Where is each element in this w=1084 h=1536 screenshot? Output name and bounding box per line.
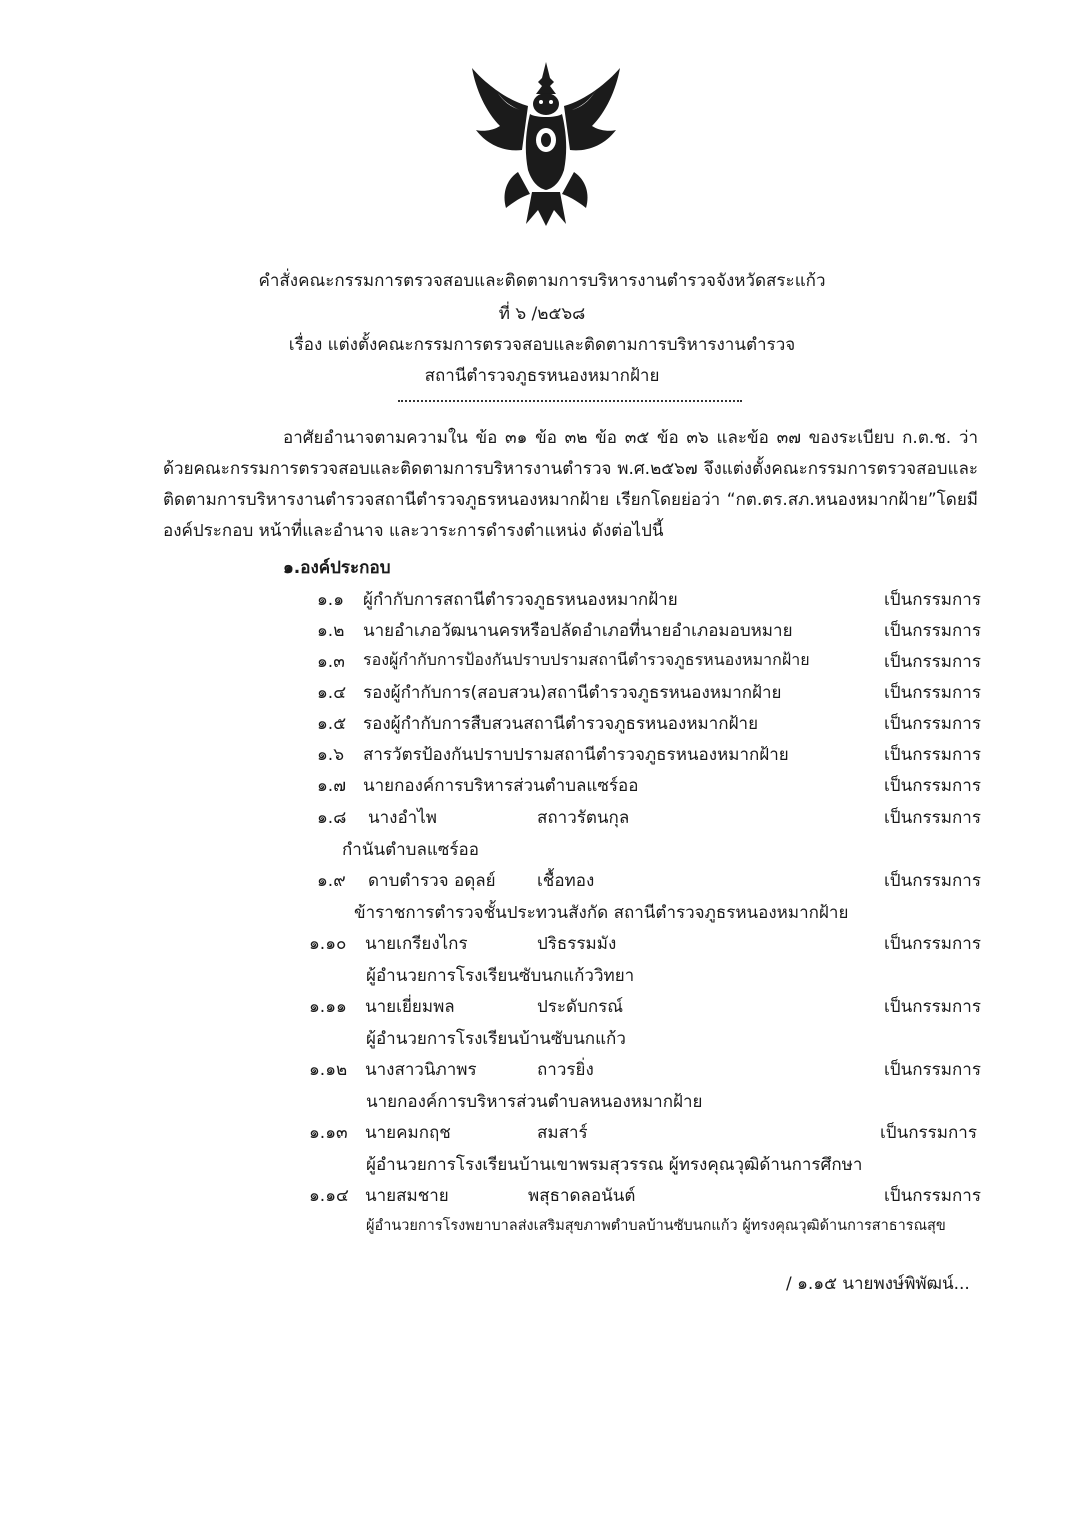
member-number: ๑.๑ [317,590,344,610]
member-position: ผู้อำนวยการโรงเรียนบ้านเขาพรมสุวรรณ ผู้ทรงคุณวุฒิด้านการศึกษา [366,1155,863,1175]
member-number: ๑.๓ [317,652,345,672]
member-role: เป็นกรรมการ [884,683,981,703]
subject-line-2: สถานีตำรวจภูธรหนองหมากฝ้าย [424,366,660,386]
member-role: เป็นกรรมการ [880,1123,977,1143]
member-position: ผู้อำนวยการโรงพยาบาลส่งเสริมสุขภาพตำบลบ้านซับนกแก้ว ผู้ทรงคุณวุฒิด้านการสาธารณสุข [366,1218,946,1234]
member-row [0,1182,1084,1208]
member-number: ๑.๒ [317,621,345,641]
member-name: นายเยี่ยมพล [365,997,455,1017]
member-number: ๑.๗ [317,776,346,796]
member-name: นางอำไพ [368,808,437,828]
member-name: นายกองค์การบริหารส่วนตำบลแซร์ออ [363,776,639,796]
member-name: นายสมชาย [365,1186,449,1206]
member-row [0,772,1084,798]
subject-line-1: เรื่อง แต่งตั้งคณะกรรมการตรวจสอบและติดตามการบริหารงานตำรวจ [288,335,796,355]
member-name: รองผู้กำกับการ(สอบสวน)สถานีตำรวจภูธรหนองหมากฝ้าย [363,683,782,703]
intro-line-4: องค์ประกอบ หน้าที่และอำนาจ และวาระการดำรงตำแหน่ง ดังต่อไปนี้ [163,521,664,541]
member-role: เป็นกรรมการ [884,934,981,954]
member-number: ๑.๔ [317,683,347,703]
member-surname: เชื้อทอง [537,871,595,891]
member-number: ๑.๑๓ [309,1123,348,1143]
member-role: เป็นกรรมการ [884,652,981,672]
member-number: ๑.๙ [317,871,346,891]
intro-line-3: ติดตามการบริหารงานตำรวจสถานีตำรวจภูธรหนองหมากฝ้าย เรียกโดยย่อว่า “กต.ตร.สภ.หนองหมากฝ้าย”โดยมี [163,490,978,510]
member-number: ๑.๖ [317,745,344,765]
member-name: นายเกรียงไกร [365,934,468,954]
member-row [0,741,1084,767]
member-role: เป็นกรรมการ [884,590,981,610]
member-number: ๑.๑๑ [309,997,347,1017]
intro-line-1: อาศัยอำนาจตามความใน ข้อ ๓๑ ข้อ ๓๒ ข้อ ๓๕ ข้อ ๓๖ และข้อ ๓๗ ของระเบียบ ก.ต.ช. ว่า [283,428,978,448]
member-position: ข้าราชการตำรวจชั้นประทวนสังกัด สถานีตำรวจภูธรหนองหมากฝ้าย [354,903,849,923]
member-role: เป็นกรรมการ [884,808,981,828]
order-number: ที่ ๖ /๒๕๖๘ [498,304,586,324]
member-row [0,930,1084,956]
member-row [0,804,1084,830]
member-position: ผู้อำนวยการโรงเรียนซับนกแก้ววิทยา [366,966,635,986]
separator-dots [398,400,742,402]
member-row [0,1056,1084,1082]
member-role: เป็นกรรมการ [884,714,981,734]
member-name: ผู้กำกับการสถานีตำรวจภูธรหนองหมากฝ้าย [363,590,678,610]
member-role: เป็นกรรมการ [884,871,981,891]
section-heading: ๑.องค์ประกอบ [283,558,391,578]
garuda-emblem-icon [466,60,626,230]
member-row [0,648,1084,674]
member-row [0,993,1084,1019]
member-row [0,1119,1084,1145]
member-name: นางสาวนิภาพร [365,1060,477,1080]
intro-line-2: ด้วยคณะกรรมการตรวจสอบและติดตามการบริหารงานตำรวจ พ.ศ.๒๕๖๗ จึงแต่งตั้งคณะกรรมการตรวจสอบและ [163,459,978,479]
member-row [0,867,1084,893]
member-name: ดาบตำรวจ อดุลย์ [368,871,496,891]
member-row [0,679,1084,705]
member-surname: สถาวรัตนกุล [537,808,630,828]
member-row [0,710,1084,736]
member-surname: พสุธาดลอนันต์ [528,1186,636,1206]
member-row [0,617,1084,643]
member-surname: ปริธรรมมัง [537,934,617,954]
continuation-note: / ๑.๑๕ นายพงษ์พิพัฒน์... [786,1274,970,1294]
order-title: คำสั่งคณะกรรมการตรวจสอบและติดตามการบริหารงานตำรวจจังหวัดสระแก้ว [258,271,826,291]
member-number: ๑.๑๒ [309,1060,348,1080]
member-position: ผู้อำนวยการโรงเรียนบ้านซับนกแก้ว [366,1029,626,1049]
member-surname: ประดับกรณ์ [537,997,624,1017]
member-name: สารวัตรป้องกันปราบปรามสถานีตำรวจภูธรหนองหมากฝ้าย [363,745,789,765]
member-position: นายกองค์การบริหารส่วนตำบลหนองหมากฝ้าย [366,1092,703,1112]
member-name: นายอำเภอวัฒนานครหรือปลัดอำเภอที่นายอำเภอมอบหมาย [363,621,793,641]
member-surname: สมสาร์ [537,1123,588,1143]
member-row [0,586,1084,612]
member-name: รองผู้กำกับการป้องกันปราบปรามสถานีตำรวจภูธรหนองหมากฝ้าย [363,650,810,669]
member-number: ๑.๕ [317,714,347,734]
member-name: นายคมกฤช [365,1123,451,1143]
member-number: ๑.๑๔ [309,1186,349,1206]
member-role: เป็นกรรมการ [884,1186,981,1206]
member-name: รองผู้กำกับการสืบสวนสถานีตำรวจภูธรหนองหมากฝ้าย [363,714,759,734]
member-role: เป็นกรรมการ [884,997,981,1017]
member-number: ๑.๑๐ [309,934,347,954]
member-role: เป็นกรรมการ [884,745,981,765]
member-role: เป็นกรรมการ [884,621,981,641]
member-role: เป็นกรรมการ [884,776,981,796]
member-number: ๑.๘ [317,808,347,828]
member-surname: ถาวรยิ่ง [537,1060,594,1080]
member-role: เป็นกรรมการ [884,1060,981,1080]
member-position: กำนันตำบลแซร์ออ [342,840,479,860]
